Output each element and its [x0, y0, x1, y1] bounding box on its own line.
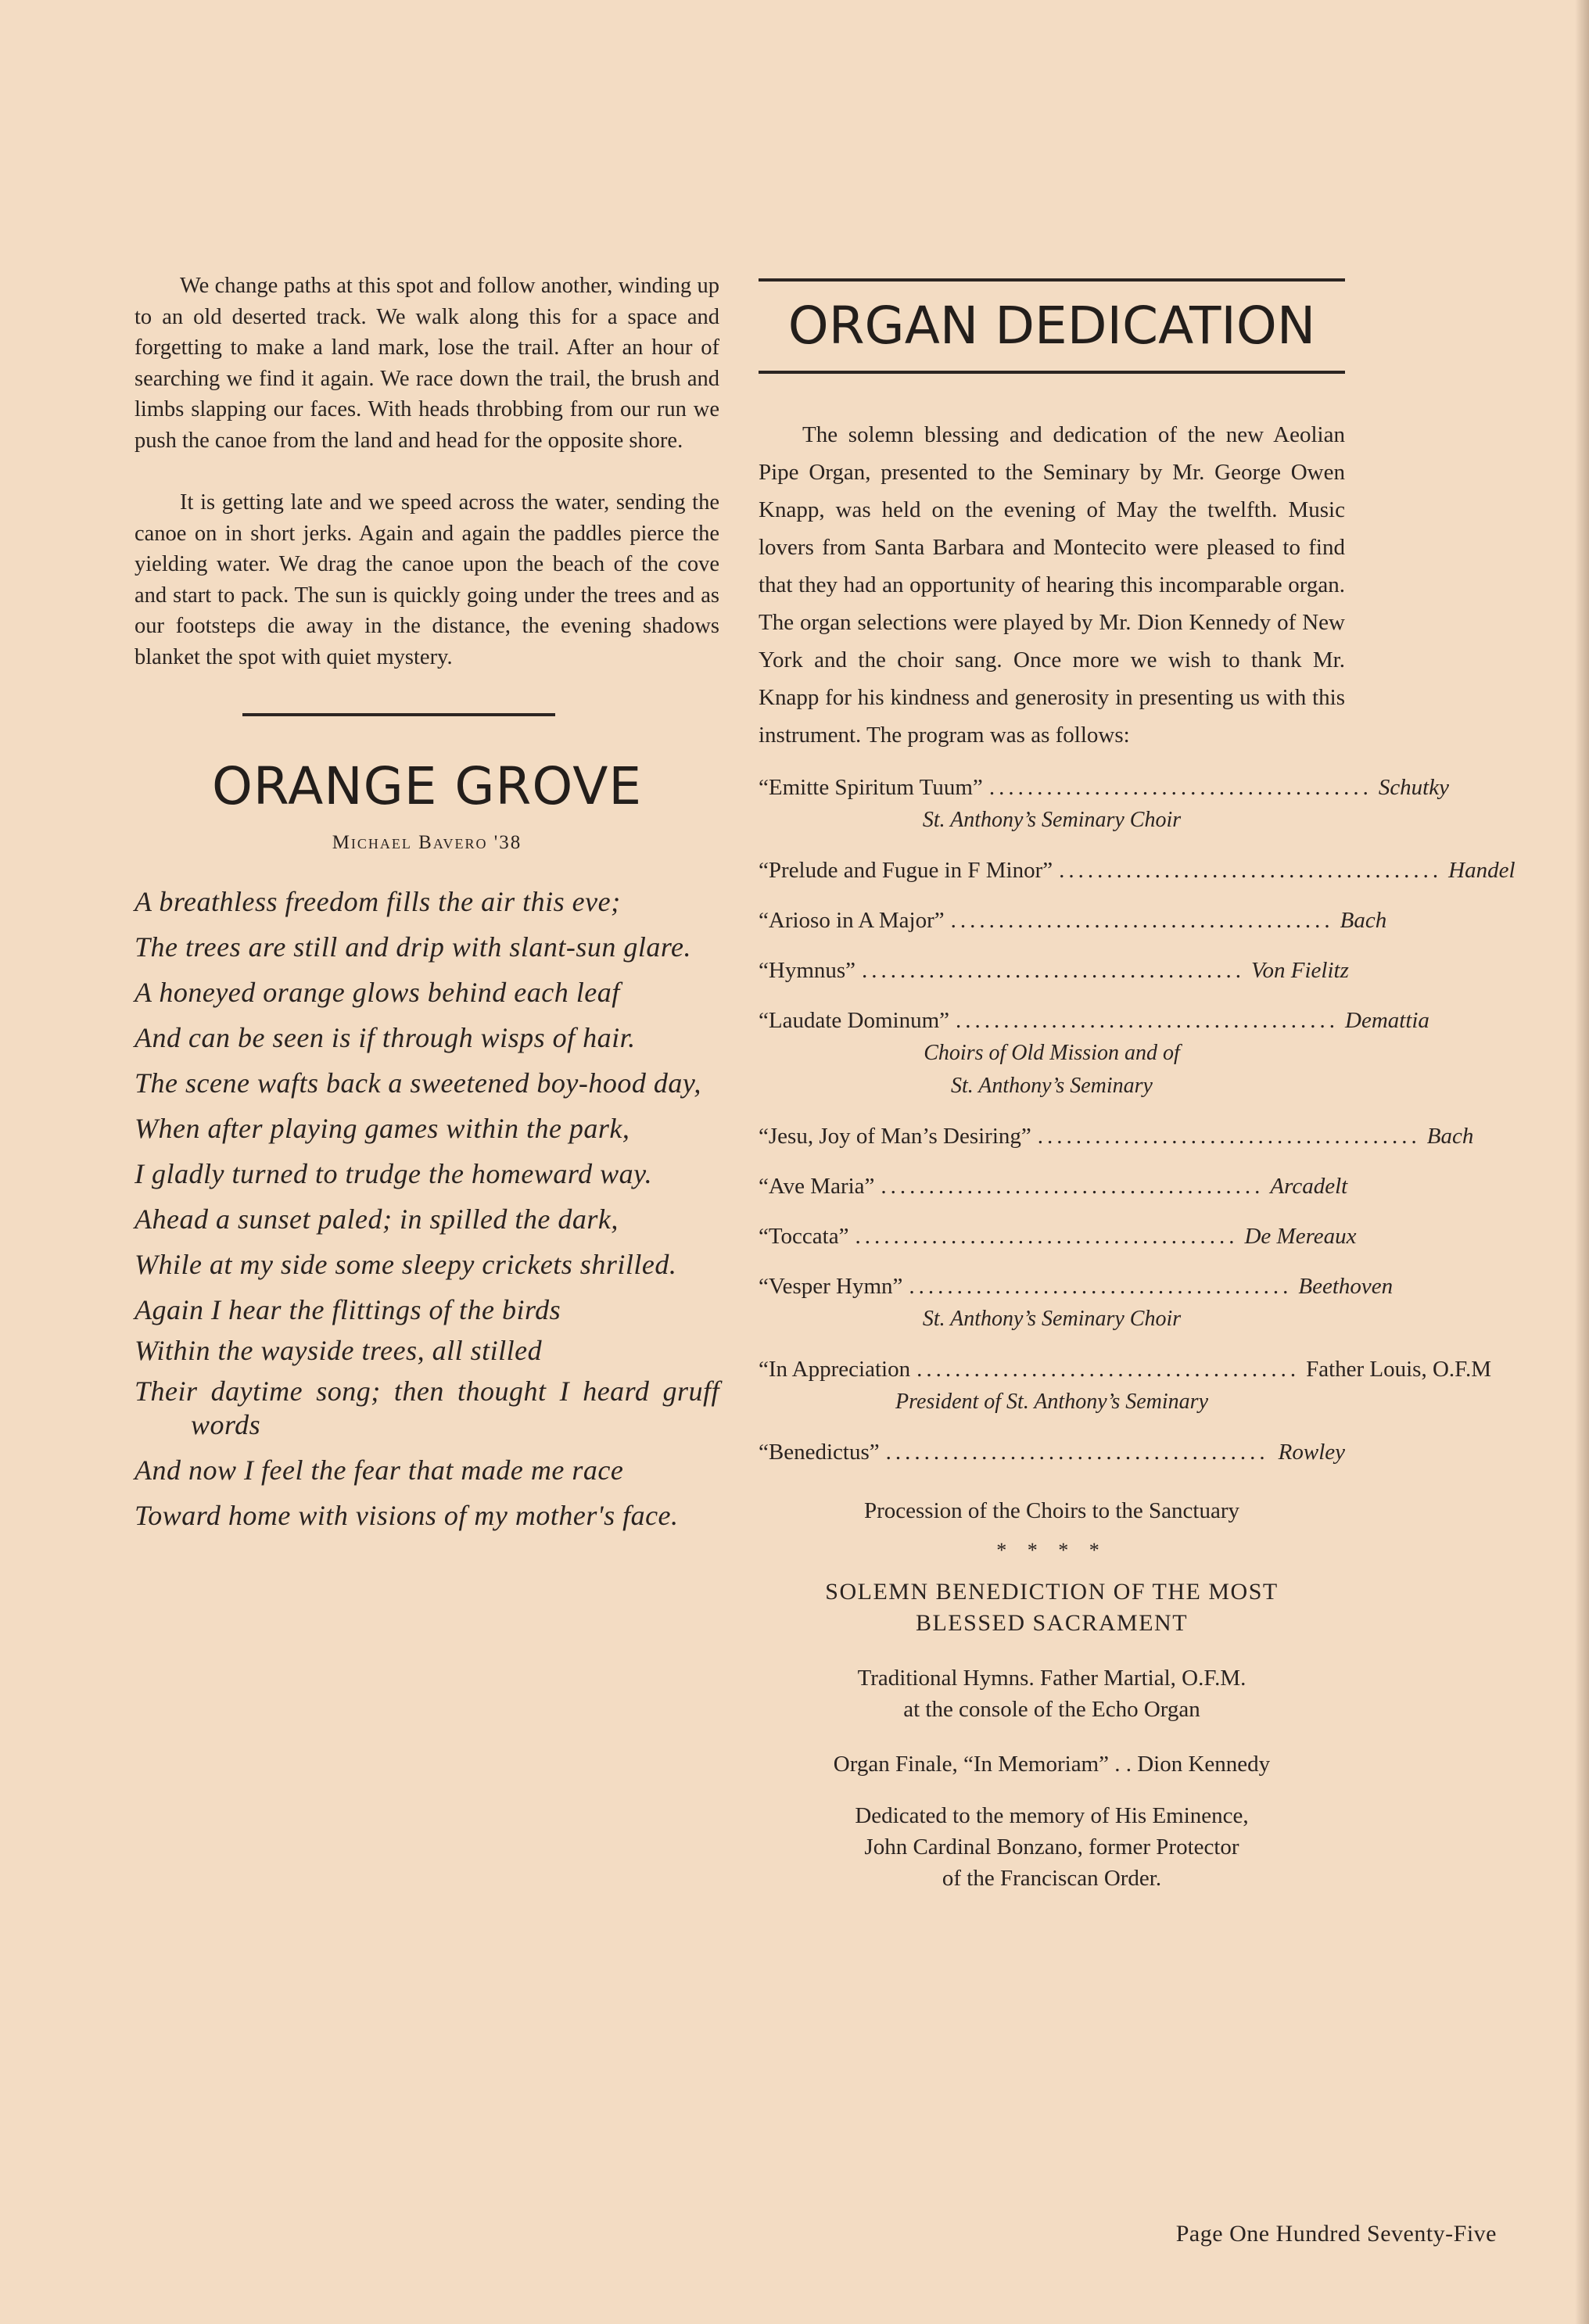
leader-dots: ........................................	[909, 1274, 1293, 1299]
program-item-title: “Benedictus”	[759, 1440, 880, 1465]
poem-line: Toward home with visions of my mother's face.	[135, 1500, 679, 1531]
program-item-composer: Arcadelt	[1270, 1174, 1348, 1199]
poem-line: I gladly turned to trudge the homeward way.	[135, 1158, 653, 1189]
leader-dots: ........................................	[950, 908, 1334, 933]
poem-line: And can be seen is if through wisps of hair.	[135, 1022, 636, 1053]
program-item	[759, 1004, 1429, 1037]
program-item-title: “Vesper Hymn”	[759, 1274, 903, 1299]
dedication-note: Dedicated to the memory of His Eminence,	[855, 1803, 1249, 1828]
canoe-story	[135, 271, 719, 672]
poem-line: The trees are still and drip with slant-sun glare.	[135, 931, 692, 963]
story-paragraph: We change paths at this spot and follow another, winding up to an old deserted track. We walk along this for a space and forgetting to make a land mark, lose the trail. After an hour of searching we find it again. We race down the trail, the brush and limbs slapping our faces. With heads throbbing from our run we push the canoe from the land and head for the opposite shore.	[135, 274, 719, 453]
poem-title: ORANGE GROVE	[211, 756, 643, 816]
program-item	[759, 904, 1387, 937]
title-rule-bottom	[759, 371, 1345, 374]
hymns-note: at the console of the Echo Organ	[903, 1697, 1200, 1722]
program-item-title: “Ave Maria”	[759, 1174, 875, 1199]
title-rule-top	[759, 278, 1345, 282]
article-title: ORGAN DEDICATION	[787, 296, 1316, 356]
program-item	[759, 1170, 1348, 1203]
program-item-performer: St. Anthony’s Seminary Choir	[922, 808, 1182, 832]
poem-line: The scene wafts back a sweetened boy-hood day,	[135, 1067, 701, 1099]
program-item-title: “Jesu, Joy of Man’s Desiring”	[759, 1124, 1031, 1149]
poem-line: Again I hear the flittings of the birds	[135, 1294, 561, 1325]
program-item-title: “Toccata”	[759, 1224, 849, 1249]
poem-line: Ahead a sunset paled; in spilled the dark,	[135, 1203, 619, 1235]
poem-line: A breathless freedom fills the air this eve;	[135, 886, 621, 917]
leader-dots: ........................................	[1059, 858, 1443, 883]
program-item	[759, 1120, 1474, 1153]
program-item-title: “Arioso in A Major”	[759, 908, 945, 933]
dedication-note: of the Franciscan Order.	[942, 1866, 1162, 1891]
poem-line: When after playing games within the park,	[135, 1113, 630, 1144]
program-item	[759, 854, 1515, 887]
poem-line: While at my side some sleepy crickets shrilled.	[135, 1249, 677, 1280]
organ-finale: Organ Finale, “In Memoriam” . . Dion Kennedy	[833, 1752, 1271, 1777]
leader-dots: ........................................	[862, 958, 1246, 983]
program-item-composer: De Mereaux	[1244, 1224, 1357, 1249]
program-item-performer: St. Anthony’s Seminary	[951, 1074, 1153, 1098]
story-paragraph: It is getting late and we speed across the water, sending the canoe on in short jerks. Again and again the paddles pierce the yielding water. We drag the canoe upon the beach of the cove and start to pack. The sun is quickly going under the trees and as our footsteps die away in the distance, the evening shadows blanket the spot with quiet mystery.	[135, 490, 719, 669]
program-item-composer: Von Fielitz	[1251, 958, 1349, 983]
poem-author: Michael Bavero '38	[332, 832, 522, 853]
program-item-title: “In Appreciation	[759, 1357, 911, 1382]
benediction-heading: BLESSED SACRAMENT	[915, 1610, 1189, 1636]
program-item-title: “Laudate Dominum”	[759, 1008, 949, 1033]
program-item-title: “Prelude and Fugue in F Minor”	[759, 858, 1053, 883]
program-item-composer: Bach	[1426, 1124, 1474, 1149]
program-item-title: “Emitte Spiritum Tuum”	[759, 775, 983, 800]
procession-note: Procession of the Choirs to the Sanctuary	[863, 1498, 1240, 1523]
leader-dots: ........................................	[916, 1357, 1300, 1382]
program-item-title: “Hymnus”	[759, 958, 856, 983]
section-divider	[242, 713, 555, 716]
program-item	[759, 954, 1349, 987]
program-item-performer: Choirs of Old Mission and of	[924, 1041, 1180, 1065]
leader-dots: ........................................	[1037, 1124, 1421, 1149]
program-item-composer: Schutky	[1378, 775, 1449, 800]
poem-line: Their daytime song; then thought I heard gruff words	[135, 1375, 719, 1440]
leader-dots: ........................................	[885, 1440, 1269, 1465]
leader-dots: ........................................	[881, 1174, 1264, 1199]
program-item	[759, 1436, 1345, 1469]
page-edge-shadow	[1575, 0, 1589, 2324]
program-item	[759, 1270, 1394, 1303]
section-stars: * * * *	[996, 1539, 1107, 1562]
leader-dots: ........................................	[855, 1224, 1239, 1249]
poem-line: Within the wayside trees, all stilled	[135, 1335, 543, 1366]
program-item-composer: Demattia	[1345, 1008, 1429, 1033]
program-item	[759, 1353, 1492, 1386]
program-item-performer: President of St. Anthony’s Seminary	[895, 1390, 1208, 1414]
program-item	[759, 1220, 1357, 1253]
program-item-composer: Rowley	[1278, 1440, 1345, 1465]
program-item-composer: Handel	[1448, 858, 1515, 883]
left-column	[135, 271, 719, 1544]
right-column	[759, 278, 1515, 1894]
benediction-heading: SOLEMN BENEDICTION OF THE MOST	[825, 1579, 1279, 1605]
program-item-composer: Father Louis, O.F.M	[1306, 1357, 1492, 1382]
poem-line: And now I feel the fear that made me race	[135, 1454, 624, 1486]
article-intro: The solemn blessing and dedication of the new Aeolian Pipe Organ, presented to the Seminary by Mr. George Owen Knapp, was held on the evening of May the twelfth. Music lovers from Santa Barbara and Montecito were pleased to find that they had an opportunity of hearing this incomparable organ. The organ selections were played by Mr. Dion Kennedy of New York and the choir sang. Once more we wish to thank Mr. Knapp for his kindness and generosity in presenting us with this instrument. The program was as follows:	[759, 422, 1345, 748]
hymns-note: Traditional Hymns. Father Martial, O.F.M.	[857, 1666, 1246, 1691]
program-list	[759, 771, 1515, 1469]
leader-dots: ........................................	[956, 1008, 1339, 1033]
dedication-note: John Cardinal Bonzano, former Protector	[864, 1834, 1239, 1860]
program-item-composer: Bach	[1340, 908, 1387, 933]
page-number: Page One Hundred Seventy-Five	[1175, 2221, 1497, 2247]
poem-line: A honeyed orange glows behind each leaf	[135, 977, 620, 1008]
leader-dots: ........................................	[988, 775, 1372, 800]
program-item-composer: Beethoven	[1298, 1274, 1394, 1299]
program-item	[759, 771, 1449, 804]
poem-body	[135, 885, 719, 1533]
program-item-performer: St. Anthony’s Seminary Choir	[922, 1307, 1182, 1331]
